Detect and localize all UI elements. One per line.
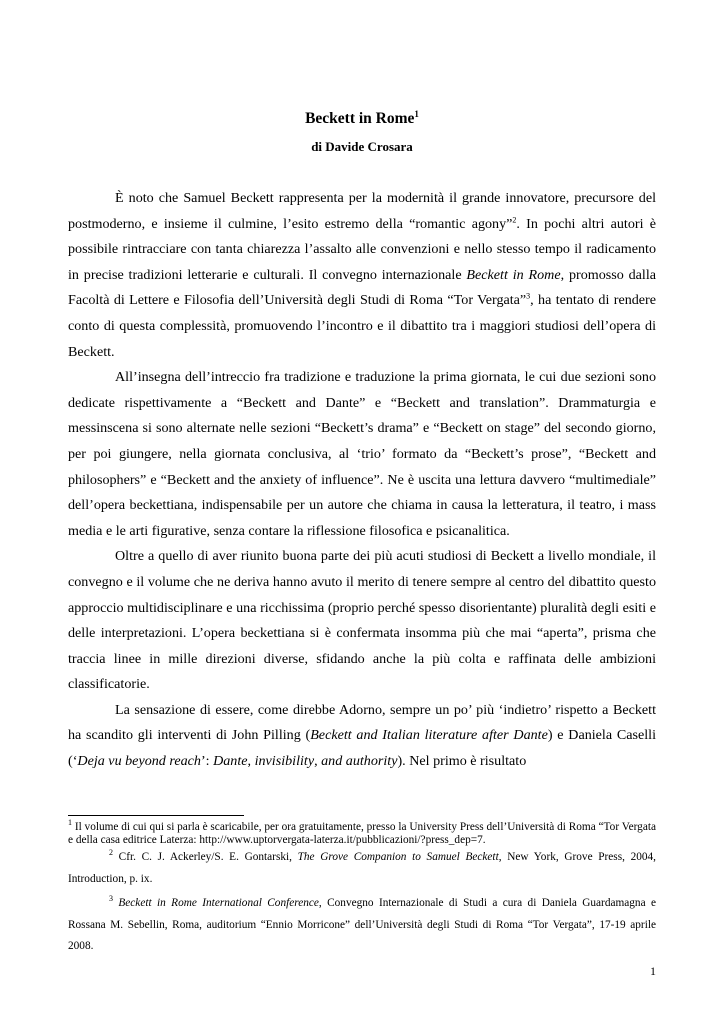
footnote-ref-3[interactable]: 3 <box>526 291 531 301</box>
footnote-3: $^3$ Beckett in Rome International Conference, Convegno Internazionale di Studi a cura di Daniela Guardamagna e Rossana M. Sebellin, Roma, auditorium “Ennio Morricone” dell’Università degli Studi di Roma “Tor Vergata”, 17-19 aprile 2008. <box>68 894 656 952</box>
article-author: di Davide Crosara <box>311 139 413 154</box>
article-body <box>68 186 656 775</box>
paragraph-3: Oltre a quello di aver riunito buona parte dei più acuti studiosi di Beckett a livello mondiale, il convegno e il volume che ne deriva hanno avuto il merito di tenere sempre al centro del dibattito questo approccio multidisciplinare e una ricchissima (proprio perché spesso disorientante) pluralità degli esiti e delle interpretazioni. L’opera beckettiana si è confermata insomma più che mai “aperta”, prisma che traccia linee in mille direzioni diverse, sfidando anche la più colta e raffinata delle ambizioni classificatorie. <box>68 548 656 693</box>
paragraph-1: È noto che Samuel Beckett rappresenta per la modernità il grande innovatore, precursore del postmoderno, e insieme il culmine, l’esito estremo della “romantic agony”$^2$. In pochi altri autori è possibile rintracciare con tanta chiarezza l’assalto alle convenzioni e nello stesso tempo il radicamento in precise tradizioni letterarie e culturali. Il convegno internazionale Beckett in Rome, promosso dalla Facoltà di Lettere e Filosofia dell’Università degli Studi di Roma “Tor Vergata”$^3$, ha tentato di rendere conto di questa complessità, promuovendo l’incontro e il dibattito tra i maggiori studiosi dell’opera di Beckett. <box>68 190 657 360</box>
footnote-2: $^2$ Cfr. C. J. Ackerley/S. E. Gontarski, The Grove Companion to Samuel Beckett, New York, Grove Press, 2004, Introduction, p. ix. <box>68 848 657 885</box>
article-title: Beckett in Rome$^1$ <box>305 109 419 128</box>
footnote-1: $^1$ Il volume di cui qui si parla è scaricabile, per ora gratuitamente, presso la University Press dell’Università di Roma “Tor Vergata e della casa editrice Laterza: http://www.uptorvergata-laterza.it/pubblicazioni/?press_dep=7. <box>68 818 656 846</box>
footnotes <box>68 818 657 958</box>
paragraph-2: All’insegna dell’intreccio fra tradizione e traduzione la prima giornata, le cui due sezioni sono dedicate rispettivamente a “Beckett and Dante” e “Beckett and translation”. Drammaturgia e messinscena si sono alternate nelle sezioni “Beckett’s drama” e “Beckett on stage” del secondo giorno, per poi giungere, nella giornata conclusiva, al ‘trio’ formato da “Beckett’s prose”, “Beckett and philosophers” e “Beckett and the anxiety of influence”. Ne è uscita una lettura davvero “multimediale” dell’opera beckettiana, indispensabile per un autore che chiama in causa la letteratura, il teatro, i mass media e le arti figurative, senza contare la riflessione filosofica e psicanalitica. <box>68 369 656 539</box>
footnote-separator <box>68 815 244 816</box>
page-number: 1 <box>650 964 656 978</box>
footnote-ref-2[interactable]: 2 <box>512 214 517 224</box>
paragraph-4: La sensazione di essere, come direbbe Adorno, sempre un po’ più ‘indietro’ rispetto a Beckett ha scandito gli interventi di John Pilling (Beckett and Italian literature after Dante) e Daniela Caselli (‘Deja vu beyond reach’: Dante, invisibility, and authority). Nel primo è risultato <box>68 701 656 770</box>
footnote-ref-1[interactable]: 1 <box>414 109 419 119</box>
